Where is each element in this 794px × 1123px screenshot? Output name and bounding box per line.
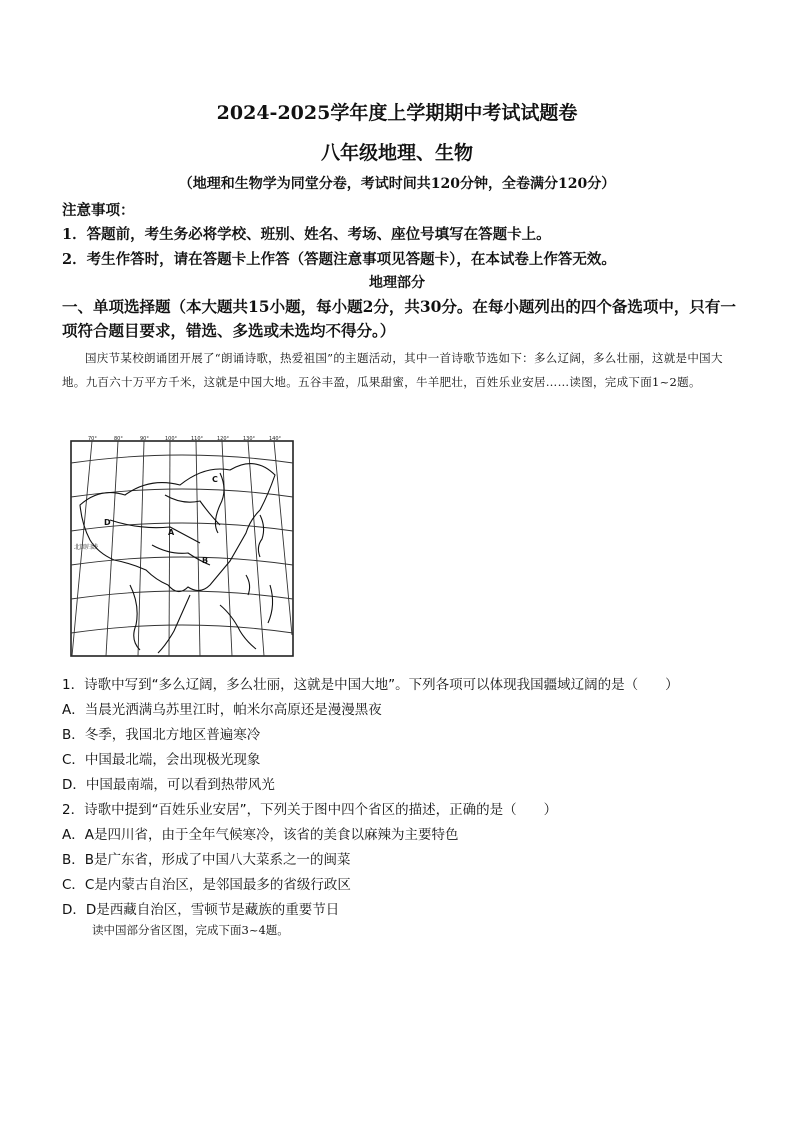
exam-subtitle: 八年级地理、生物 [320,142,473,164]
reading-passage: 国庆节某校朗诵团开展了“朗诵诗歌，热爱祖国”的主题活动，其中一首诗歌节选如下：多么辽阔，多么壮丽，这就是中国大地。九百六十万平方千米，这就是中国大地。五谷丰盈，瓜果甜蜜，牛羊肥壮，百姓乐业安居……读图，完成下面1~2题。 [62,351,723,389]
question-stem: 2．诗歌中提到“百姓乐业安居”，下列关于图中四个省区的描述，正确的是（ ） [62,802,558,818]
question-stem: 1．诗歌中写到“多么辽阔，多么壮丽，这就是中国大地”。下列各项可以体现我国疆域辽阔的是（ ） [62,677,679,693]
notice-item: 2．考生作答时，请在答题卡上作答（答题注意事项见答题卡），在本试卷上作答无效。 [62,251,616,268]
question-option: C．中国最北端，会出现极光现象 [62,752,261,768]
next-instruction: 读中国部分省区图，完成下面3~4题。 [92,923,289,937]
section-heading: 一、单项选择题（本大题共15小题，每小题2分，共30分。在每小题列出的四个备选项中，只有一项符合题目要求，错选、多选或未选均不得分。） [62,297,736,340]
map-frame [71,441,293,656]
question-option: B．B是广东省，形成了中国八大菜系之一的闽菜 [62,852,351,868]
longitude-label: 130° [243,436,256,442]
section-label: 地理部分 [369,275,425,291]
china-region-map [70,435,294,657]
question-option: C．C是内蒙古自治区，是邻国最多的省级行政区 [62,877,351,893]
longitude-label: 70° [88,436,97,442]
exam-title: 2024-2025学年度上学期期中考试试题卷 [216,102,578,124]
longitude-label: 90° [140,436,149,442]
question-option: D．中国最南端，可以看到热带风光 [62,777,275,793]
region-label-b: B [202,556,209,565]
exam-note: （地理和生物学为同堂分卷，考试时间共120分钟，全卷满分120分） [178,176,616,192]
longitude-label: 80° [114,436,123,442]
notice-item: 1．答题前，考生务必将学校、班别、姓名、考场、座位号填写在答题卡上。 [62,226,551,243]
region-label-a: A [168,528,175,537]
longitude-label: 120° [217,436,230,442]
notice-heading: 注意事项： [62,202,135,219]
longitude-label: 140° [269,436,282,442]
longitude-label: 100° [165,436,178,442]
region-label-d: D [104,518,111,527]
question-option: A．A是四川省，由于全年气候寒冷，该省的美食以麻辣为主要特色 [62,827,459,843]
tropic-label: 北回归线 [74,544,99,551]
longitude-label: 110° [191,436,204,442]
question-option: D．D是西藏自治区，雪顿节是藏族的重要节日 [62,902,340,918]
region-label-c: C [212,475,218,484]
question-option: B．冬季，我国北方地区普遍寒冷 [62,727,261,743]
question-option: A．当晨光洒满乌苏里江时，帕米尔高原还是漫漫黑夜 [62,702,382,718]
